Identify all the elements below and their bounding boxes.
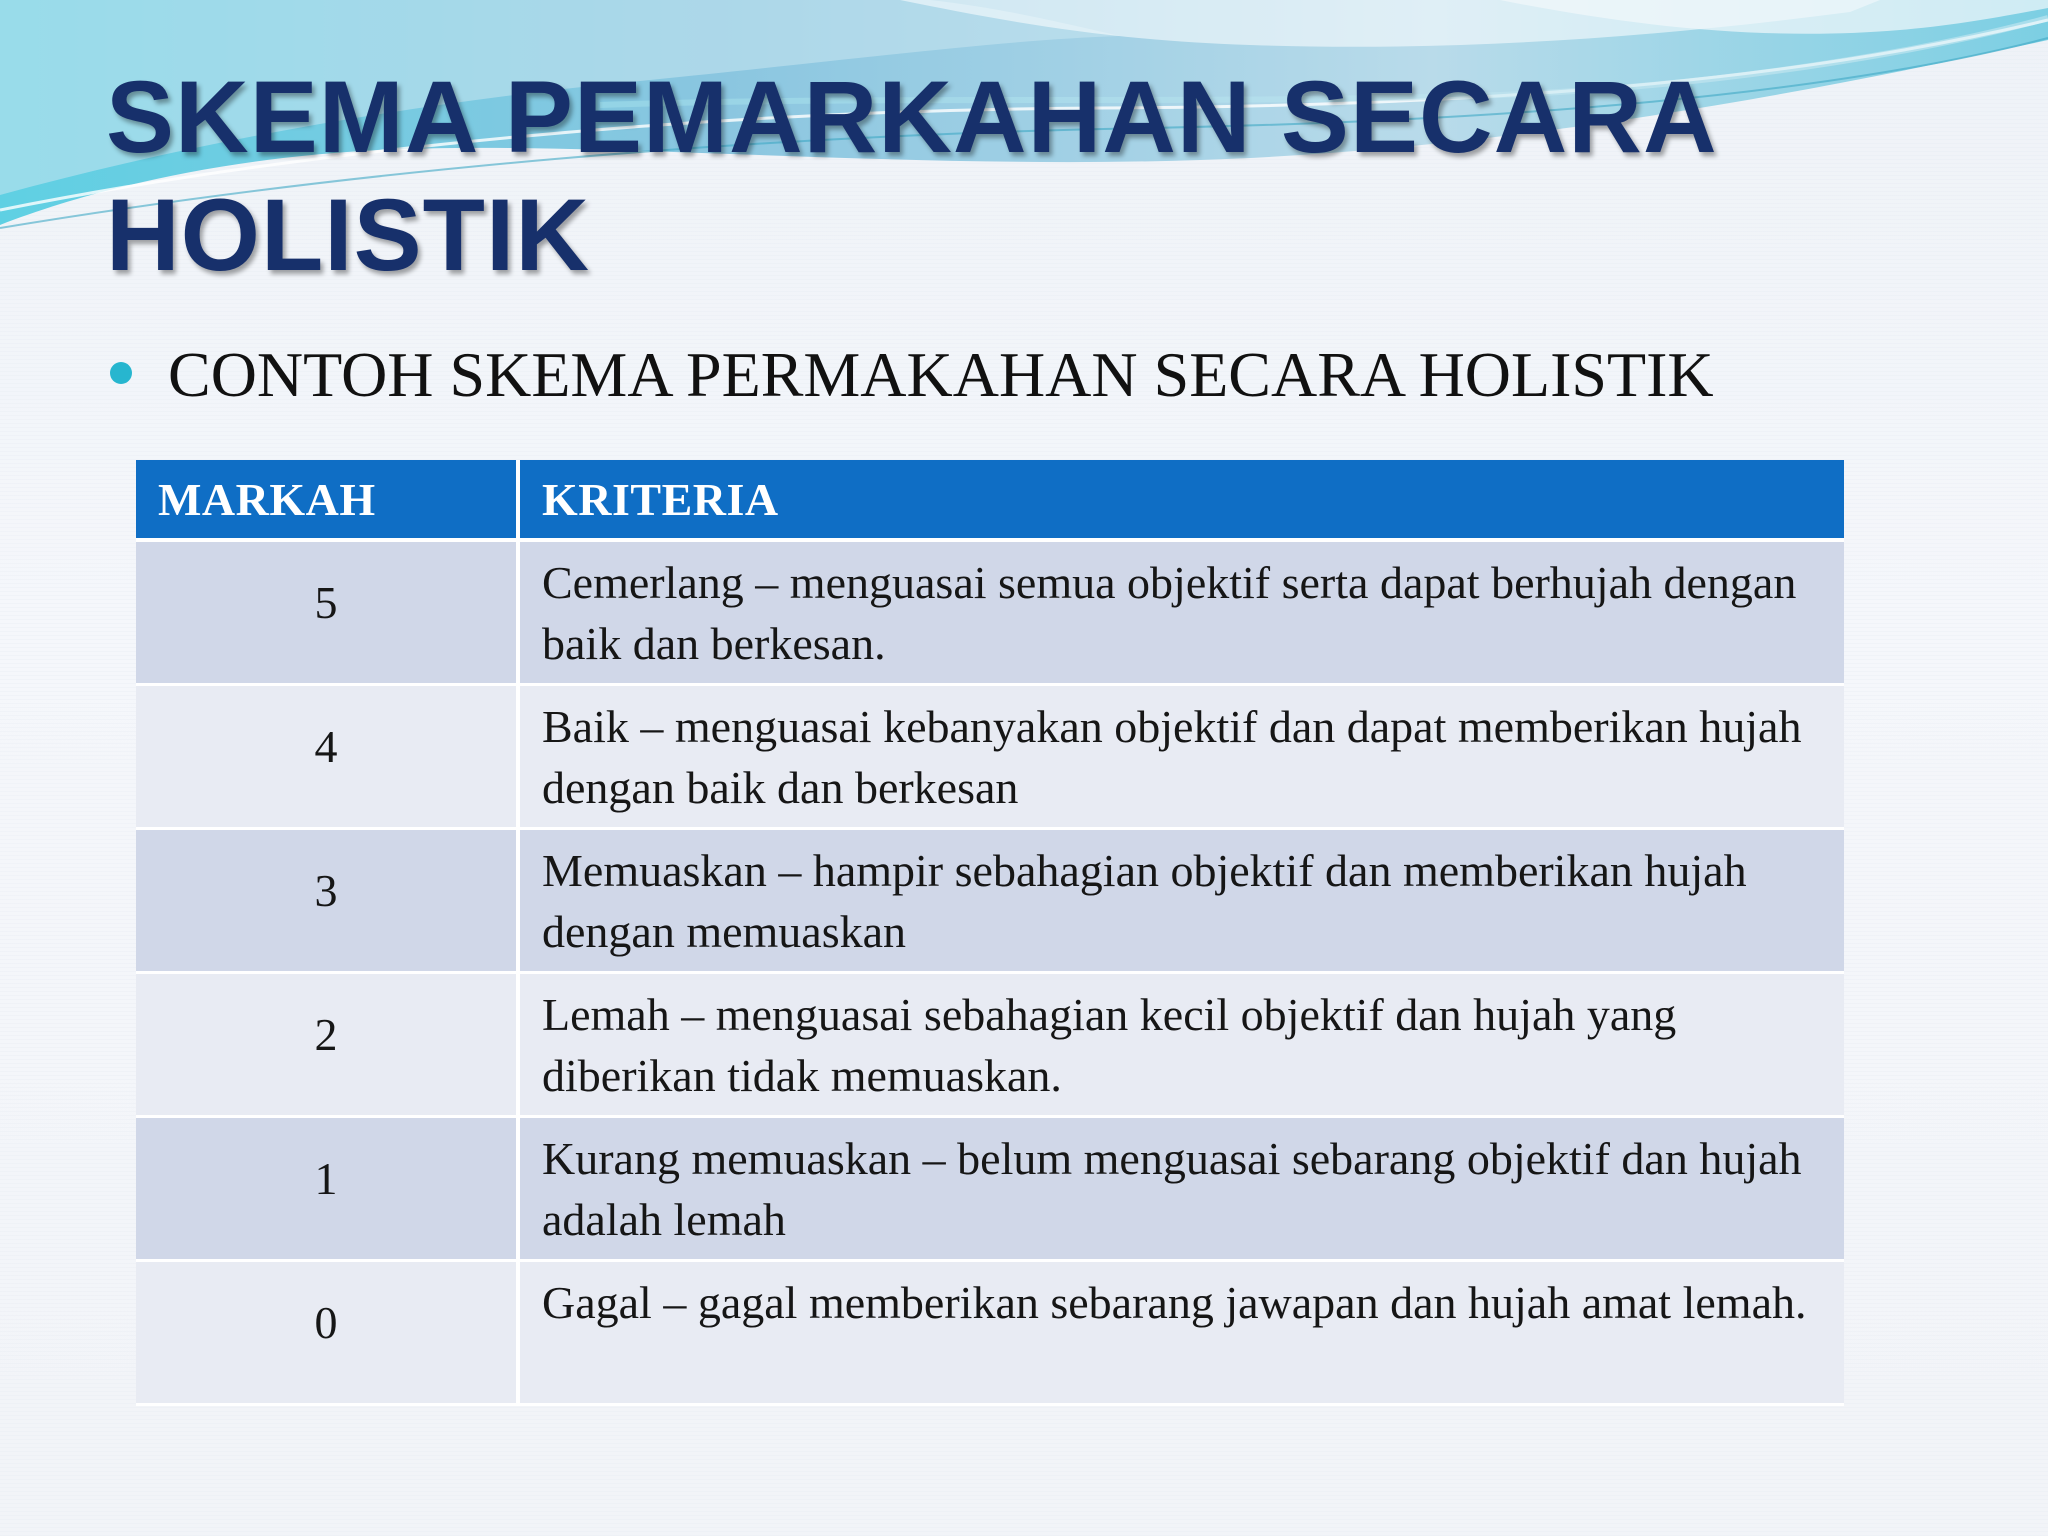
rubric-table bbox=[136, 460, 1844, 1406]
slide-title: SKEMA PEMARKAHAN SECARA HOLISTIK bbox=[106, 60, 1714, 292]
kriteria-cell: Lemah – menguasai sebahagian kecil objektif dan hujah yang diberikan tidak memuaskan. bbox=[520, 974, 1844, 1118]
table-header-row bbox=[136, 460, 1844, 542]
kriteria-cell: Cemerlang – menguasai semua objektif serta dapat berhujah dengan baik dan berkesan. bbox=[520, 542, 1844, 686]
table-row bbox=[136, 1118, 1844, 1262]
markah-cell: 2 bbox=[136, 974, 520, 1118]
bullet-item bbox=[110, 330, 1960, 420]
markah-cell: 0 bbox=[136, 1262, 520, 1406]
table-row bbox=[136, 830, 1844, 974]
kriteria-cell: Baik – menguasai kebanyakan objektif dan dapat memberikan hujah dengan baik dan berkesan bbox=[520, 686, 1844, 830]
kriteria-cell: Memuaskan – hampir sebahagian objektif dan memberikan hujah dengan memuaskan bbox=[520, 830, 1844, 974]
markah-cell: 5 bbox=[136, 542, 520, 686]
table-row bbox=[136, 542, 1844, 686]
header-markah: MARKAH bbox=[136, 460, 520, 542]
header-kriteria: KRITERIA bbox=[520, 460, 1844, 542]
kriteria-cell: Kurang memuaskan – belum menguasai sebarang objektif dan hujah adalah lemah bbox=[520, 1118, 1844, 1262]
table-row bbox=[136, 974, 1844, 1118]
bullet-text: CONTOH SKEMA PERMAKAHAN SECARA HOLISTIK bbox=[168, 339, 1714, 410]
bullet-dot-icon bbox=[110, 362, 132, 384]
markah-cell: 3 bbox=[136, 830, 520, 974]
markah-cell: 4 bbox=[136, 686, 520, 830]
table-row bbox=[136, 686, 1844, 830]
kriteria-cell: Gagal – gagal memberikan sebarang jawapan dan hujah amat lemah. bbox=[520, 1262, 1844, 1406]
markah-cell: 1 bbox=[136, 1118, 520, 1262]
table-row bbox=[136, 1262, 1844, 1406]
